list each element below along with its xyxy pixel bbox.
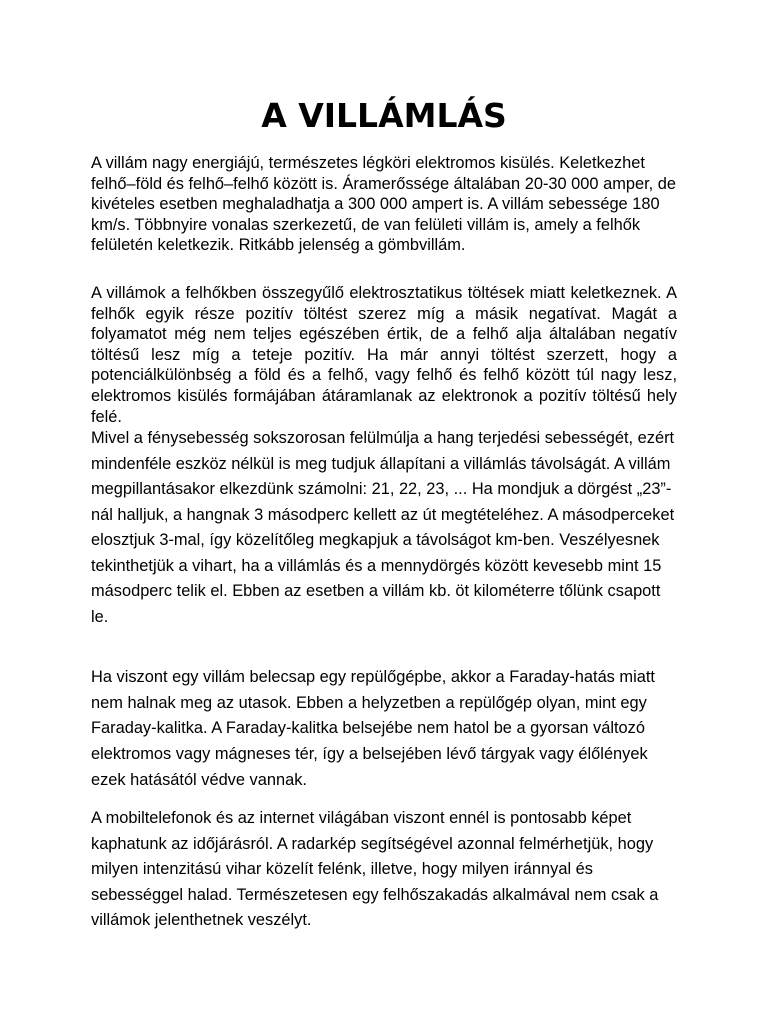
document-title: A VILLÁMLÁS — [261, 96, 507, 135]
paragraph-formation: A villámok a felhőkben összegyűlő elektrosztatikus töltések miatt keletkeznek. A felhők egyik része pozitív töltést szerez míg a másik negatívat. Magát a folyamatot még nem teljes egészében értik, de a felhő alja általában negatív töltésű lesz míg a teteje pozitív. Ha már annyi töltést szerzett, hogy a potenciálkülönbség a föld és a felhő, vagy felhő és felhő között túl nagy lesz, elektromos kisülés formájában átáramlanak az elektronok a pozitív töltésű hely felé. — [91, 284, 677, 426]
paragraph-definition: A villám nagy energiájú, természetes légköri elektromos kisülés. Keletkezhet felhő–föld és felhő–felhő között is. Áramerőssége általában 20-30 000 amper, de kivételes esetben meghaladhatja a 300 000 ampert is. A villám sebessége 180 km/s. Többnyire vonalas szerkezetű, de van felületi villám is, amely a felhők felületén keletkezik. Ritkább jelenség a gömbvillám. — [91, 154, 676, 255]
paragraph-faraday: Ha viszont egy villám belecsap egy repülőgépbe, akkor a Faraday-hatás miatt nem halnak meg az utasok. Ebben a helyzetben a repülőgép olyan, mint egy Faraday-kalitka. A Faraday-kalitka belsejébe nem hatol be a gyorsan változó elektromos vagy mágneses tér, így a belsejében lévő tárgyak vagy élőlények ezek hatásától védve vannak. — [91, 668, 655, 789]
paragraph-distance: Mivel a fénysebesség sokszorosan felülmúlja a hang terjedési sebességét, ezért mindenféle eszköz nélkül is meg tudjuk állapítani a villámlás távolságát. A villám megpillantásakor elkezdünk számolni: 21, 22, 23, ... Ha mondjuk a dörgést „23”-nál halljuk, a hangnak 3 másodperc kellett az út megtételéhez. A másodperceket elosztjuk 3-mal, így közelítőleg megkapjuk a távolságot km-ben. Veszélyesnek tekinthetjük a vihart, ha a villámlás és a mennydörgés között kevesebb mint 15 másodperc telik el. Ebben az esetben a villám kb. öt kilométerre tőlünk csapott le. — [91, 429, 675, 626]
paragraph-forecast: A mobiltelefonok és az internet világában viszont ennél is pontosabb képet kaphatunk az időjárásról. A radarkép segítségével azonnal felmérhetjük, hogy milyen intenzitású vihar közelít felénk, illetve, hogy milyen iránnyal és sebességgel halad. Természetesen egy felhőszakadás alkalmával nem csak a villámok jelenthetnek veszélyt. — [91, 809, 659, 929]
